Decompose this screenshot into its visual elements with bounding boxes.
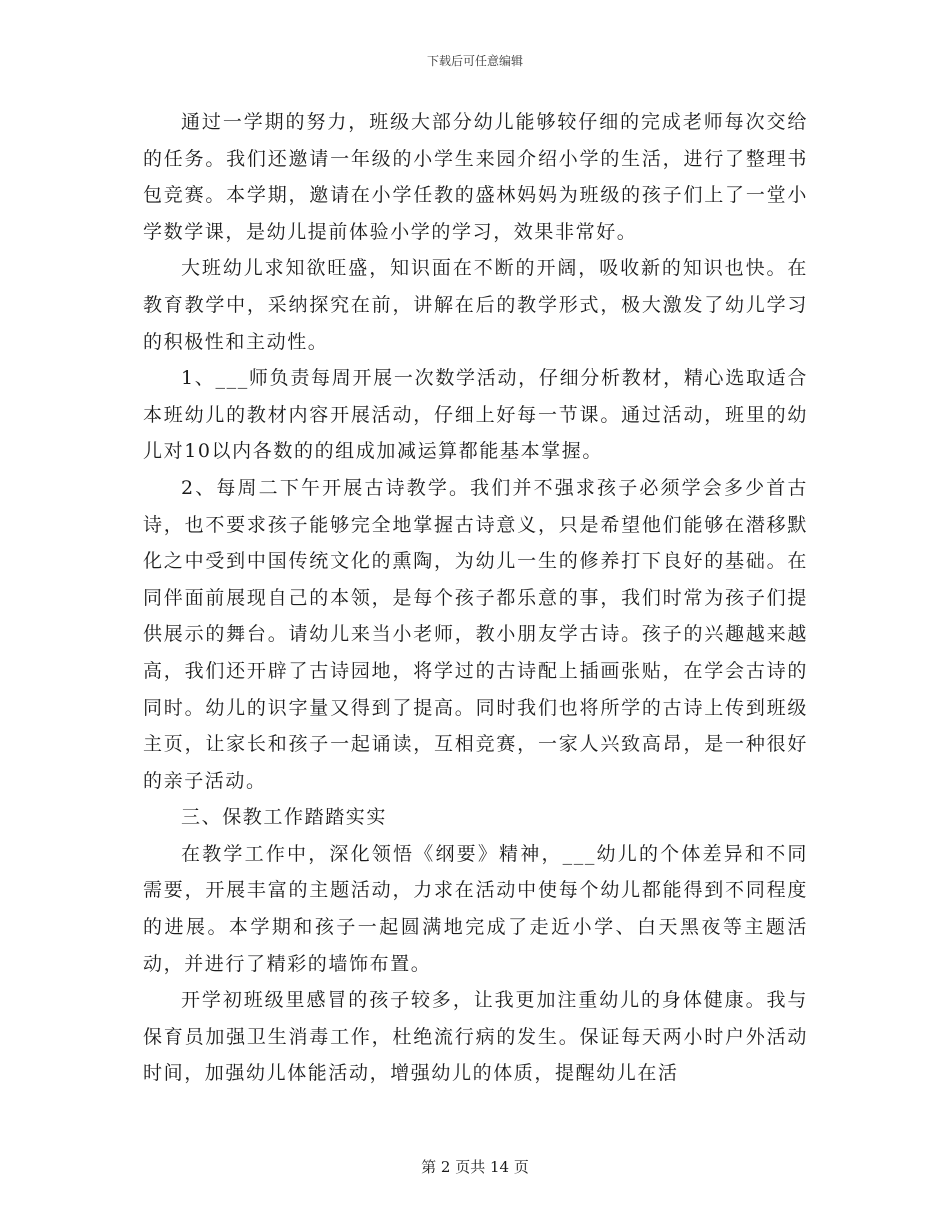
paragraph-5: 在教学工作中，深化领悟《纲要》精神，___幼儿的个体差异和不同需要，开展丰富的主题活动，力求在活动中使每个幼儿都能得到不同程度的进展。本学期和孩子一起圆满地完成了走近小学、白天黑夜等主题活动，并进行了精彩的墙饰布置。 bbox=[143, 842, 808, 975]
page-number: 第 2 页共 14 页 bbox=[421, 1158, 529, 1176]
paragraph-4: 2、每周二下午开展古诗教学。我们并不强求孩子必须学会多少首古诗，也不要求孩子能够完全地掌握古诗意义，只是希望他们能够在潜移默化之中受到中国传统文化的熏陶，为幼儿一生的修养打下良好的基础。在同伴面前展现自己的本领，是每个孩子都乐意的事，我们时常为孩子们提供展示的舞台。请幼儿来当小老师，教小朋友学古诗。孩子的兴趣越来越高，我们还开辟了古诗园地，将学过的古诗配上插画张贴，在学会古诗的同时。幼儿的识字量又得到了提高。同时我们也将所学的古诗上传到班级主页，让家长和孩子一起诵读，互相竞赛，一家人兴致高昂，是一种很好的亲子活动。 bbox=[143, 476, 808, 792]
paragraph-1: 通过一学期的努力，班级大部分幼儿能够较仔细的完成老师每次交给的任务。我们还邀请一年级的小学生来园介绍小学的生活，进行了整理书包竞赛。本学期，邀请在小学任教的盛林妈妈为班级的孩子们上了一堂小学数学课，是幼儿提前体验小学的学习，效果非常好。 bbox=[143, 111, 808, 243]
paragraph-3: 1、___师负责每周开展一次数学活动，仔细分析教材，精心选取适合本班幼儿的教材内容开展活动，仔细上好每一节课。通过活动，班里的幼儿对10以内各数的的组成加减运算都能基本掌握。 bbox=[143, 367, 808, 463]
document-body bbox=[143, 104, 808, 1092]
paragraph-2: 大班幼儿求知欲旺盛，知识面在不断的开阔，吸收新的知识也快。在教育教学中，采纳探究在前，讲解在后的教学形式，极大激发了幼儿学习的积极性和主动性。 bbox=[143, 257, 808, 353]
section-heading: 三、保教工作踏踏实实 bbox=[181, 806, 388, 829]
paragraph-6: 开学初班级里感冒的孩子较多，让我更加注重幼儿的身体健康。我与保育员加强卫生消毒工作，杜绝流行病的发生。保证每天两小时户外活动时间，加强幼儿体能活动，增强幼儿的体质，提醒幼儿在活 bbox=[143, 989, 808, 1085]
header-note: 下载后可任意编辑 bbox=[426, 54, 523, 68]
